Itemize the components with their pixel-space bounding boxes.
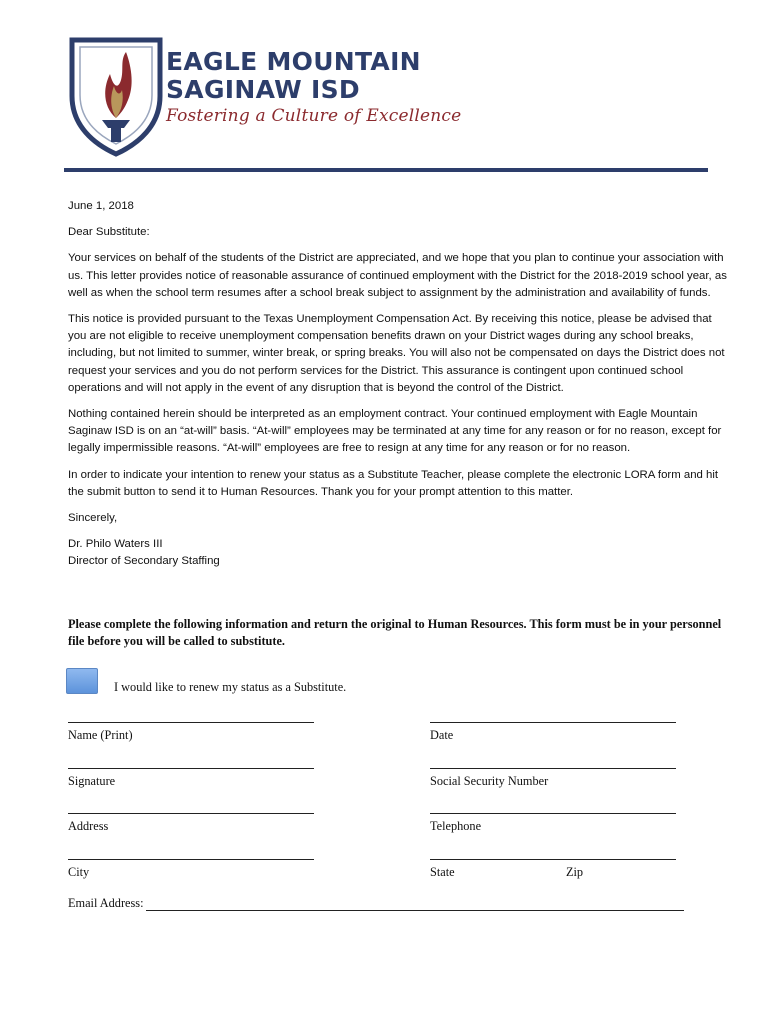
name-line[interactable] [68,722,314,723]
ssn-label: Social Security Number [430,774,549,788]
name-field[interactable] [68,722,314,743]
state-zip-line[interactable] [430,859,676,860]
torch-shield-icon [66,34,166,158]
telephone-line[interactable] [430,813,676,814]
renew-checkbox[interactable] [66,668,98,694]
letter-date: June 1, 2018 [68,200,134,212]
state-zip-field[interactable] [430,859,676,880]
date-field[interactable] [430,722,676,743]
header-divider [64,168,708,172]
city-field[interactable] [68,859,314,880]
letter-paragraph: Your services on behalf of the students of the District are appreciated, and we hope that you plan to continue your association with us. This letter provides notice of reasonable assurance of continued employment with the District for the 2018-2019 school year, as well as when the school term resumes after a school break subject to assignment by the administration and availability of funds. [68,252,727,299]
date-label: Date [430,728,454,742]
signature-label: Signature [68,774,116,788]
ssn-field[interactable] [430,768,676,789]
letter-paragraph: Nothing contained herein should be interpreted as an employment contract. Your continued employment with Eagle Mountain Saginaw ISD is on an “at-will” basis. “At-will” employees may be terminated at any time for any reason or for no reason, except for legally impermissible reasons. “At-will” employees are free to resign at any time for any reason or for no reason. [68,408,722,455]
state-label: State [430,865,455,879]
signer-name: Dr. Philo Waters III [68,538,163,551]
city-label: City [68,865,90,879]
city-line[interactable] [68,859,314,860]
ssn-line[interactable] [430,768,676,769]
address-line[interactable] [68,813,314,814]
email-line[interactable] [146,897,684,911]
address-field[interactable] [68,813,314,834]
letter-paragraph: This notice is provided pursuant to the Texas Unemployment Compensation Act. By receiving this notice, please be advised that you are not eligible to receive unemployment compensation benefits drawn on your District wages during any school breaks, including, but not limited to summer, winter break, or spring breaks. You will also not be compensated on days the District does not request your services and you do not perform services for the District. This assurance is contingent upon continued school operations and will not apply in the event of any disruption that is beyond the control of the District. [68,313,725,394]
letter-closing: Sincerely, [68,512,118,525]
address-label: Address [68,819,109,833]
signature-field[interactable] [68,768,314,789]
district-name-line1: EAGLE MOUNTAIN [166,47,421,76]
letter-body [68,198,732,571]
signer-title: Director of Secondary Staffing [68,555,220,568]
name-label: Name (Print) [68,728,133,742]
letter-salutation: Dear Substitute: [68,226,150,239]
email-field[interactable] [68,896,684,911]
telephone-label: Telephone [430,819,482,833]
renew-checkbox-label: I would like to renew my status as a Substitute. [114,680,347,694]
signature-line[interactable] [68,768,314,769]
letterhead [62,32,712,172]
district-name [166,48,421,104]
form-instructions: Please complete the following information and return the original to Human Resources. This form must be in your personnel file before you will be called to substitute. [68,617,722,648]
email-label: Email Address: [68,896,144,910]
letter-paragraph: In order to indicate your intention to renew your status as a Substitute Teacher, please complete the electronic LORA form and hit the submit button to send it to Human Resources. Thank you for your prompt attention to this matter. [68,468,719,498]
telephone-field[interactable] [430,813,676,834]
district-name-line2: SAGINAW ISD [166,75,360,104]
zip-label: Zip [566,865,584,879]
date-line[interactable] [430,722,676,723]
renew-checkbox-row [66,668,666,698]
district-motto: Fostering a Culture of Excellence [166,106,462,126]
